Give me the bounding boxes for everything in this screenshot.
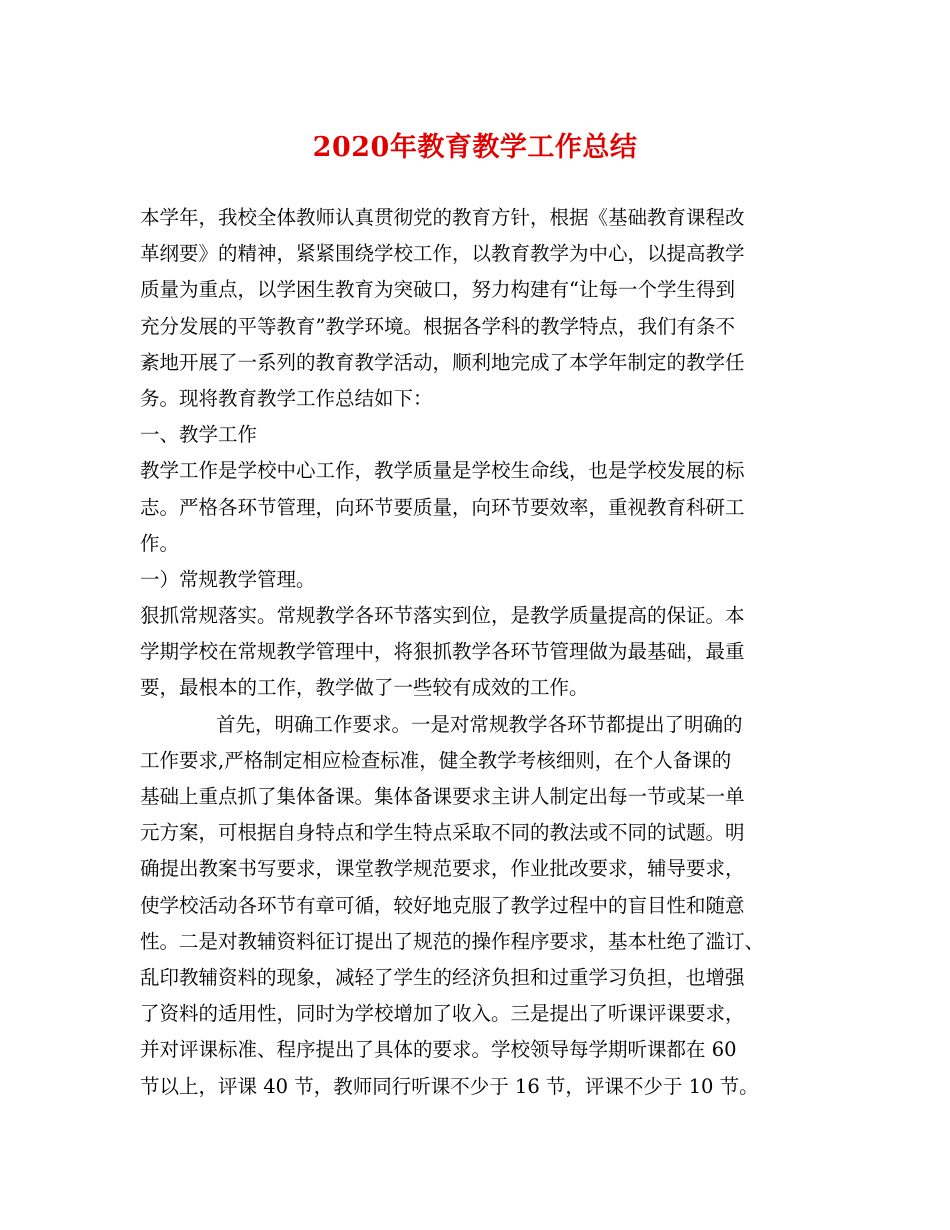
body-line: 了资料的适用性，同时为学校增加了收入。三是提出了听课评课要求， <box>140 1002 745 1026</box>
body-line: 乱印教辅资料的现象，减轻了学生的经济负担和过重学习负担，也增强 <box>140 965 745 989</box>
body-line: 质量为重点，以学困生教育为突破口，努力构建有“让每一个学生得到 <box>140 278 735 302</box>
body-line: 作。 <box>140 531 180 555</box>
body-line: 务。现将教育教学工作总结如下： <box>140 386 433 410</box>
body-line: 工作要求,严格制定相应检查标准，健全教学考核细则，在个人备课的 <box>140 748 732 772</box>
body-line: 使学校活动各环节有章可循，较好地克服了教学过程中的盲目性和随意 <box>140 893 745 917</box>
section-heading: 一、教学工作 <box>140 423 258 447</box>
body-line: 学期学校在常规教学管理中，将狠抓教学各环节管理做为最基础，最重 <box>140 640 745 664</box>
body-line: 节以上，评课 40 节，教师同行听课不少于 16 节，评课不少于 10 节。 <box>140 1074 759 1098</box>
body-line: 教学工作是学校中心工作，教学质量是学校生命线，也是学校发展的标 <box>140 459 745 483</box>
body-line: 基础上重点抓了集体备课。集体备课要求主讲人制定出每一节或某一单 <box>140 785 745 808</box>
body-line: 革纲要》的精神，紧紧围绕学校工作，以教育教学为中心，以提高教学 <box>140 242 745 266</box>
body-line: 并对评课标准、程序提出了具体的要求。学校领导每学期听课都在 60 <box>140 1038 737 1062</box>
body-line: 紊地开展了一系列的教育教学活动，顺利地完成了本学年制定的教学任 <box>140 350 745 374</box>
document-body <box>140 200 820 1105</box>
body-line: 要，最根本的工作，教学做了一些较有成效的工作。 <box>140 676 589 700</box>
body-line: 本学年，我校全体教师认真贯彻党的教育方针，根据《基础教育课程改 <box>140 206 745 229</box>
body-line: 确提出教案书写要求，课堂教学规范要求，作业批改要求，辅导要求， <box>140 857 745 881</box>
body-line: 首先，明确工作要求。一是对常规教学各环节都提出了明确的 <box>216 712 743 736</box>
document-title: 2020年教育教学工作总结 <box>312 132 638 163</box>
body-line: 狠抓常规落实。常规教学各环节落实到位，是教学质量提高的保证。本 <box>140 604 745 628</box>
body-line: 志。严格各环节管理，向环节要质量，向环节要效率，重视教育科研工 <box>140 495 745 519</box>
body-line: 性。二是对教辅资料征订提出了规范的操作程序要求，基本杜绝了滥订、 <box>140 929 765 953</box>
subsection-heading: 一）常规教学管理。 <box>140 567 316 591</box>
body-line: 充分发展的平等教育”教学环境。根据各学科的教学特点，我们有条不 <box>140 314 735 338</box>
body-line: 元方案，可根据自身特点和学生特点采取不同的教法或不同的试题。明 <box>140 821 745 845</box>
